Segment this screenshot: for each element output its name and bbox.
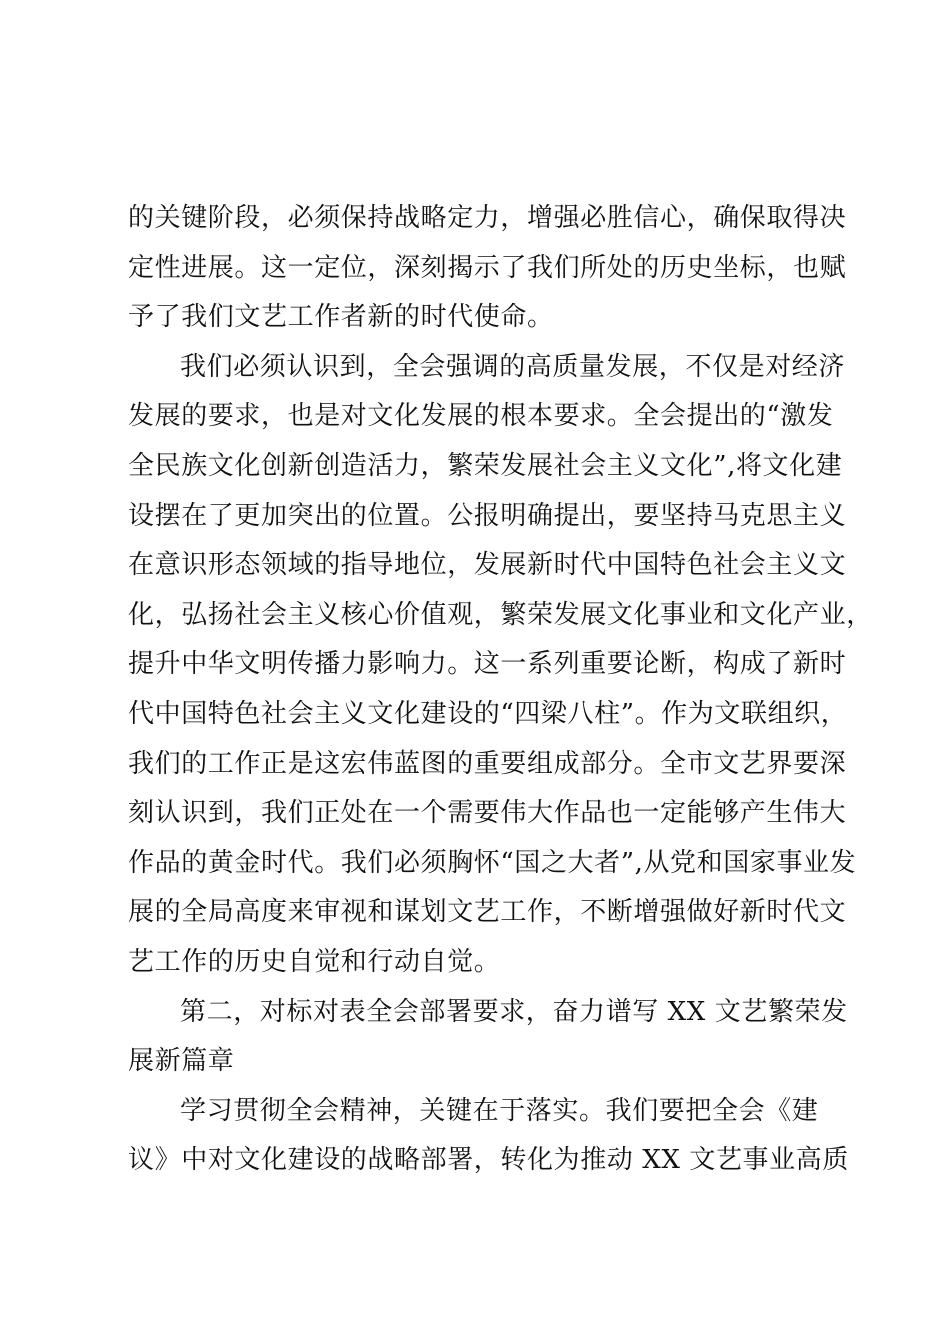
text-line: 我们必须认识到，全会强调的高质量发展，不仅是对经济 [180, 351, 846, 382]
text-line: 的关键阶段，必须保持战略定力，增强必胜信心，确保取得决 [128, 203, 847, 233]
text-line: 发展的要求，也是对文化发展的根本要求。全会提出的“激发 [128, 401, 834, 432]
text-line: 刻认识到，我们正处在一个需要伟大作品也一定能够产生伟大 [128, 798, 847, 829]
text-line: 学习贯彻全会精神，关键在于落实。我们要把全会《建 [180, 1095, 819, 1126]
text-line: 在意识形态领域的指导地位，发展新时代中国特色社会主义文 [128, 550, 847, 581]
text-line: 设摆在了更加突出的位置。公报明确提出，要坚持马克思主义 [128, 500, 847, 531]
text-line: 定性进展。这一定位，深刻揭示了我们所处的历史坐标，也赋 [128, 252, 847, 283]
text-line: 提升中华文明传播力影响力。这一系列重要论断，构成了新时 [128, 649, 847, 680]
text-line: 我们的工作正是这宏伟蓝图的重要组成部分。全市文艺界要深 [128, 748, 847, 779]
text-line: 展的全局高度来审视和谋划文艺工作，不断增强做好新时代文 [128, 897, 847, 928]
text-line: 艺工作的历史自觉和行动自觉。 [128, 946, 501, 977]
text-line: 予了我们文艺工作者新的时代使命。 [128, 302, 554, 333]
section-heading-line: 第二，对标对表全会部署要求，奋力谱写 XX 文艺繁荣发 [180, 996, 848, 1027]
text-line: 全民族文化创新创造活力，繁荣发展社会主义文化”,将文化建 [128, 450, 843, 481]
text-line: 化，弘扬社会主义核心价值观，繁荣发展文化事业和文化产业， [128, 599, 873, 630]
text-line: 代中国特色社会主义文化建设的“四梁八柱”。作为文联组织， [128, 698, 848, 729]
section-heading-line: 展新篇章 [128, 1046, 235, 1077]
text-line: 作品的黄金时代。我们必须胸怀“国之大者”,从党和国家事业发 [128, 847, 857, 878]
body-text [128, 194, 873, 1186]
text-line: 议》中对文化建设的战略部署，转化为推动 XX 文艺事业高质 [128, 1145, 849, 1176]
